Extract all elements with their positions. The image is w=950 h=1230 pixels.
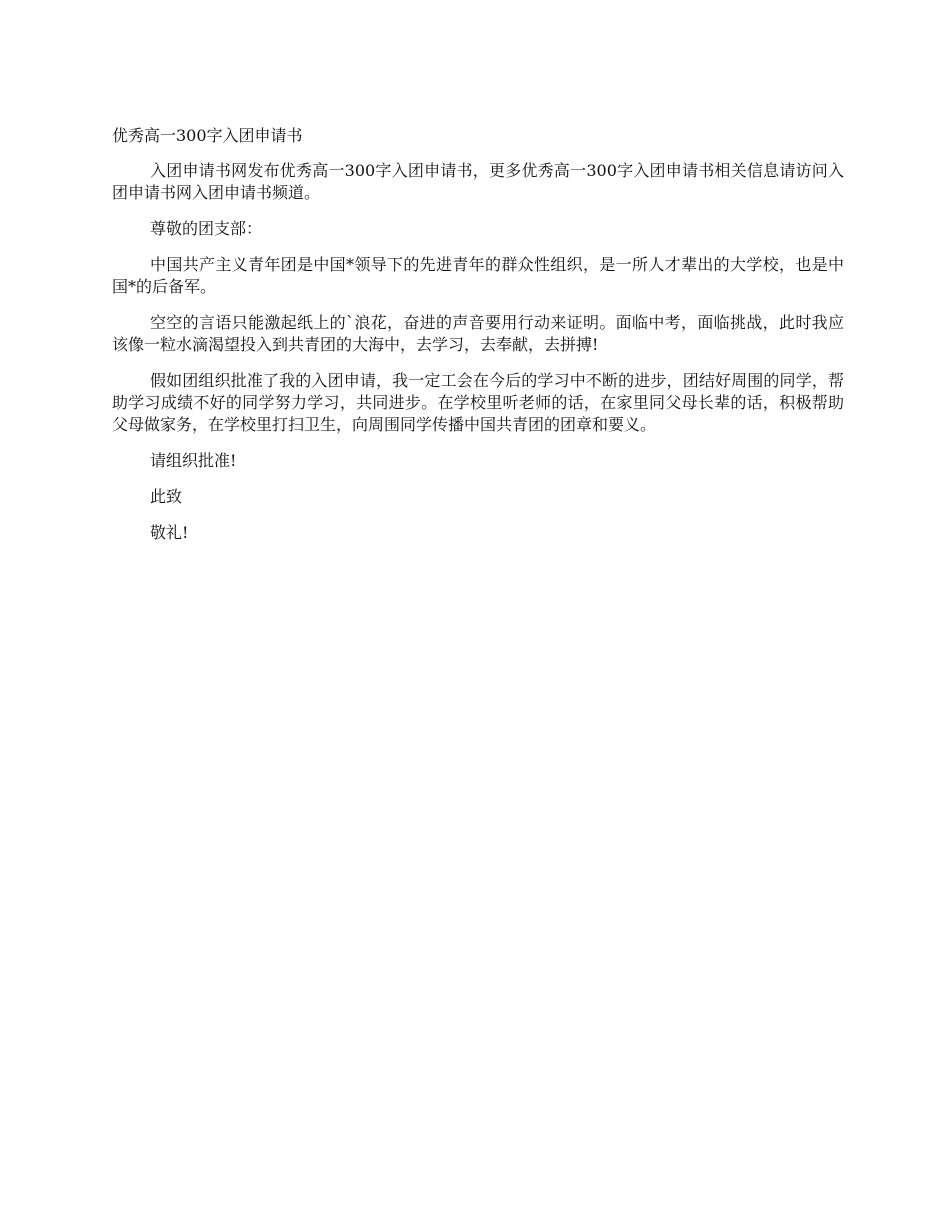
intro-paragraph: 入团申请书网发布优秀高一300字入团申请书，更多优秀高一300字入团申请书相关信息请访问入团申请书网入团申请书频道。 <box>112 161 844 202</box>
body-paragraph-1: 中国共产主义青年团是中国*领导下的先进青年的群众性组织，是一所人才辈出的大学校，也是中国*的后备军。 <box>112 255 844 296</box>
salutation: 尊敬的团支部： <box>150 219 263 238</box>
closing-line: 此致 <box>150 487 183 506</box>
document-page <box>112 124 844 558</box>
body-paragraph-2: 空空的言语只能激起纸上的`浪花，奋进的声音要用行动来证明。面临中考，面临挑战，此时我应该像一粒水滴渴望投入到共青团的大海中，去学习，去奉献，去拼搏! <box>112 313 844 354</box>
request-line: 请组织批准! <box>150 451 237 470</box>
document-title: 优秀高一300字入团申请书 <box>112 126 303 145</box>
regards-line: 敬礼! <box>150 523 189 542</box>
body-paragraph-3: 假如团组织批准了我的入团申请，我一定工会在今后的学习中不断的进步，团结好周围的同学，帮助学习成绩不好的同学努力学习，共同进步。在学校里听老师的话，在家里同父母长辈的话，积极帮助父母做家务，在学校里打扫卫生，向周围同学传播中国共青团的团章和要义。 <box>112 371 844 434</box>
